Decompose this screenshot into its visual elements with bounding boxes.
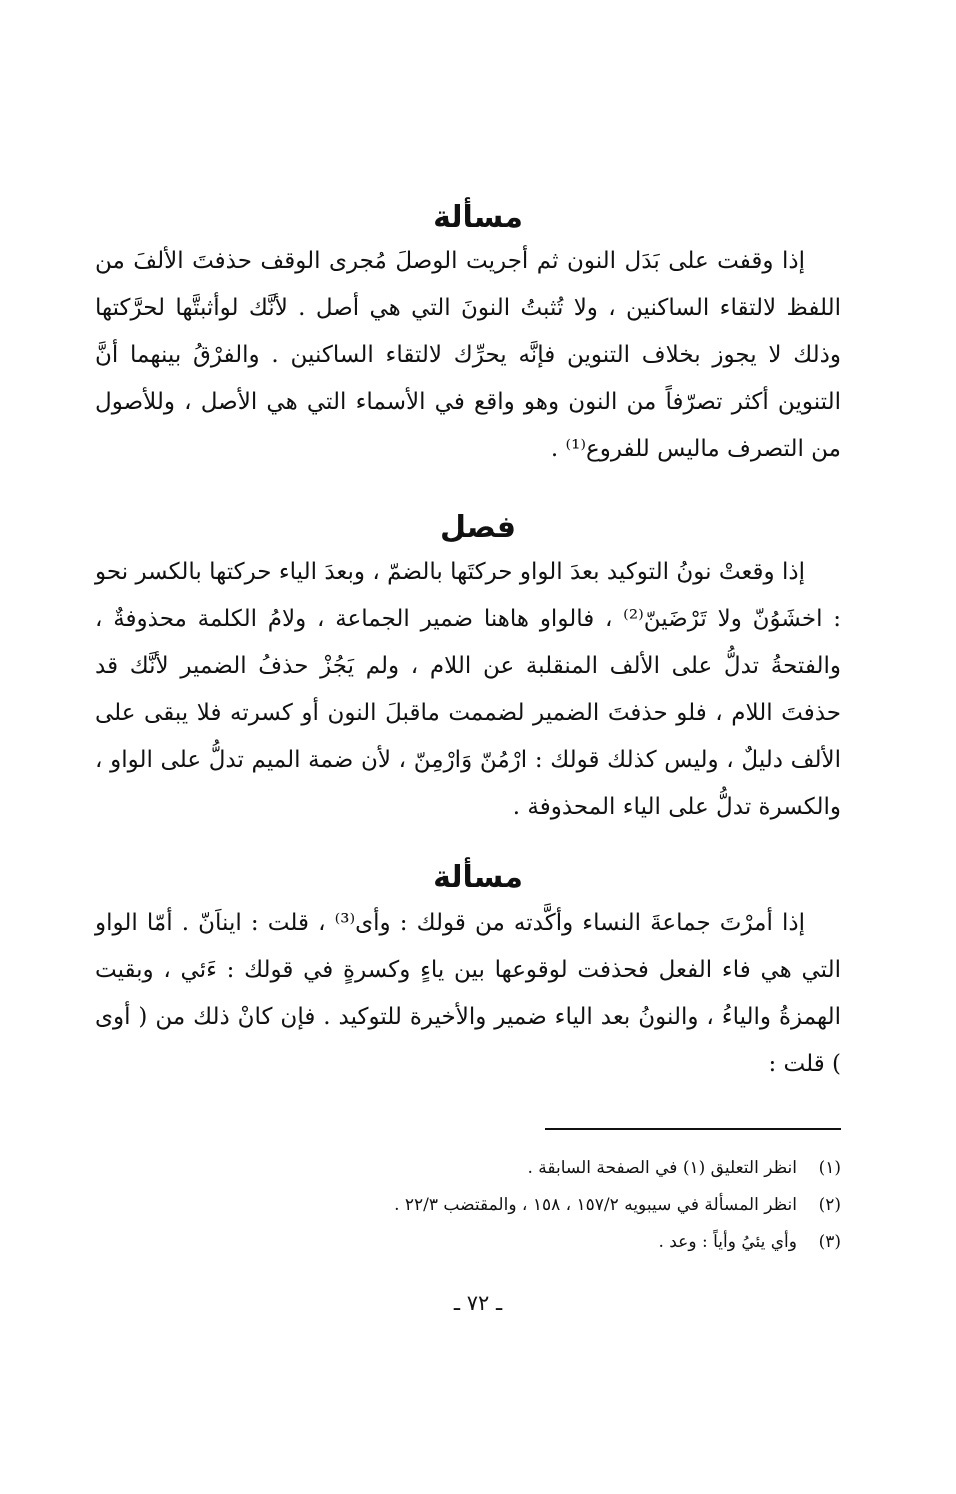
footnote-number: (٣) [818,1232,841,1252]
paragraph-masala-1 [95,238,841,473]
paragraph-fasl [95,549,841,831]
section-heading-masala-1: مسألة [433,200,523,235]
paragraph-masala-2 [95,900,841,1088]
page-number: ـ ٧٢ ـ [453,1291,503,1315]
footnote-separator [545,1128,841,1130]
paragraph-text: إذا وقفت على بَدَل النون ثم أجريت الوصلَ مُجرى الوقف حذفتَ الألفَ من اللفظ لالتقاء الساكنين ، ولا تُثبتُ النونَ التي هي أصل . لأنَّك لوأثبتَّها لحرَّكتها وذلك لا يجوز بخلاف التنوين فإنَّه يحرِّك لالتقاء الساكنين . والفرْقُ بينهما أنَّ التنوين أكثر تصرّفاً من النون وهو واقع في الأسماء التي هي الأصل ، وللأصول من التصرف ماليس للفروع⁽¹⁾ . [95,248,841,462]
section-heading-fasl: فصل [440,510,516,545]
footnote-text: وأي يئيُ وأياً : وعد . [658,1232,797,1252]
footnotes [250,1150,841,1261]
footnote-2 [250,1187,841,1224]
footnote-number: (١) [818,1158,841,1178]
footnote-text: انظر المسألة في سيبويه ١٥٧/٢ ، ١٥٨ ، والمقتضب ٢٢/٣ . [394,1195,797,1215]
footnote-text: انظر التعليق (١) في الصفحة السابقة . [527,1158,797,1178]
paragraph-text: إذا وقعتْ نونُ التوكيد بعدَ الواو حركتَها بالضمّ ، وبعدَ الياء حركتها بالكسر نحو : اخشَوُنّ ولا تَرْضَينّ⁽²⁾ ، فالواو هاهنا ضمير الجماعة ، ولامُ الكلمة محذوفةٌ ، والفتحةُ تدلُّ على الألف المنقلبة عن اللام ، ولم يَجُزْ حذفُ الضمير لأنَّك قد حذفتَ اللام ، فلو حذفتَ الضمير لضممت ماقبلَ النون أو كسرته فلا يبقى على الألف دليلٌ ، وليس كذلك قولك : ارْمُنّ وَارْمِنّ ، لأن ضمة الميم تدلُّ على الواو ، والكسرة تدلُّ على الياء المحذوفة . [95,559,842,820]
footnote-1 [250,1150,841,1187]
paragraph-text: إذا أمرْتَ جماعةَ النساء وأكَّدته من قولك : وأى⁽³⁾ ، قلت : ايناَنّ . أمّا الواو التي هي فاء الفعل فحذفت لوقوعها بين ياءٍ وكسرةٍ في قولك : ءَئي ، وبقيت الهمزةُ والياءُ ، والنونُ بعد الياء ضمير والأخيرة للتوكيد . فإن كانْ ذلك من ( أوى ) قلت : [95,910,841,1077]
footnote-3 [250,1224,841,1261]
footnote-number: (٢) [818,1195,841,1215]
section-heading-masala-2: مسألة [433,860,523,895]
